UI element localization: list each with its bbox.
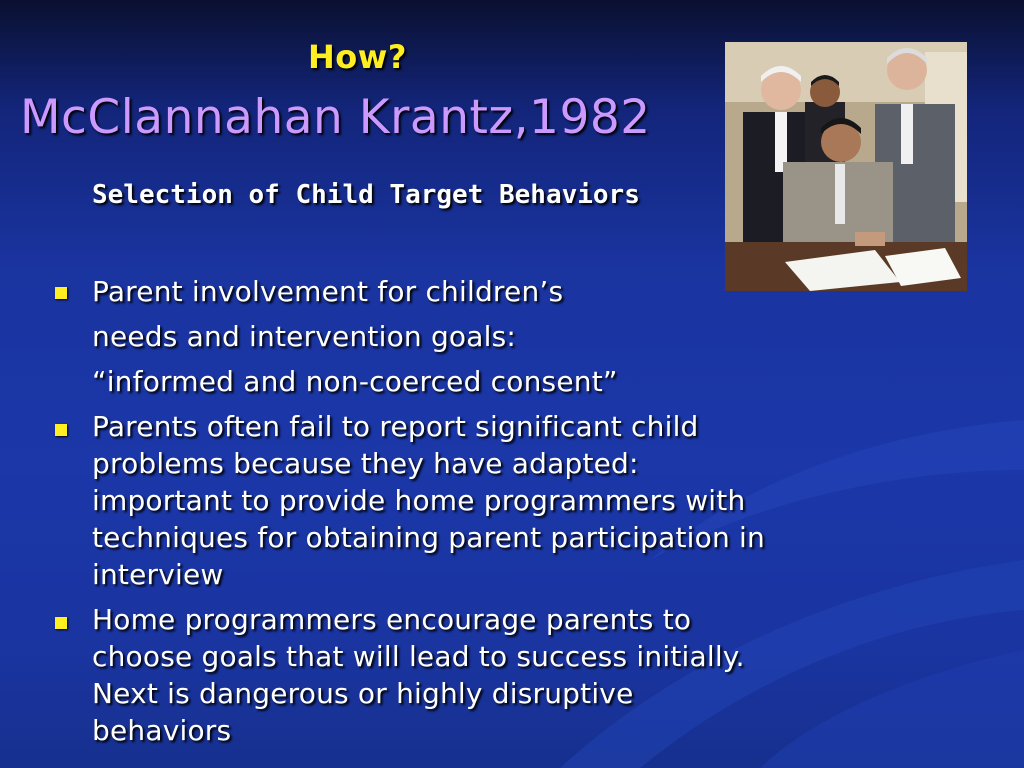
photo-signing-ceremony xyxy=(725,42,967,291)
bullet-2-line-3: important to provide home programmers with xyxy=(92,484,746,517)
bullet-marker-3 xyxy=(55,617,67,629)
bullet-3-line-1: Home programmers encourage parents to xyxy=(92,603,692,636)
bullet-2-line-1: Parents often fail to report significant child xyxy=(92,410,699,443)
bullet-1-line-1: Parent involvement for children’s xyxy=(92,275,564,308)
bullet-marker-2 xyxy=(55,424,67,436)
bullet-2-line-5: interview xyxy=(92,558,224,591)
bullet-3-line-3: Next is dangerous or highly disruptive xyxy=(92,677,634,710)
bullet-1-line-3: “informed and non-coerced consent” xyxy=(92,365,618,398)
slide-kicker: How? xyxy=(308,38,407,76)
bullet-2-line-2: problems because they have adapted: xyxy=(92,447,639,480)
bullet-3-line-2: choose goals that will lead to success initially. xyxy=(92,640,745,673)
bullet-marker-1 xyxy=(55,287,67,299)
slide-subtitle: Selection of Child Target Behaviors xyxy=(92,180,640,210)
bullet-3-line-4: behaviors xyxy=(92,714,232,747)
bullet-2-line-4: techniques for obtaining parent participation in xyxy=(92,521,765,554)
bullet-1-line-2: needs and intervention goals: xyxy=(92,320,517,353)
slide-title: McClannahan Krantz,1982 xyxy=(20,90,651,145)
